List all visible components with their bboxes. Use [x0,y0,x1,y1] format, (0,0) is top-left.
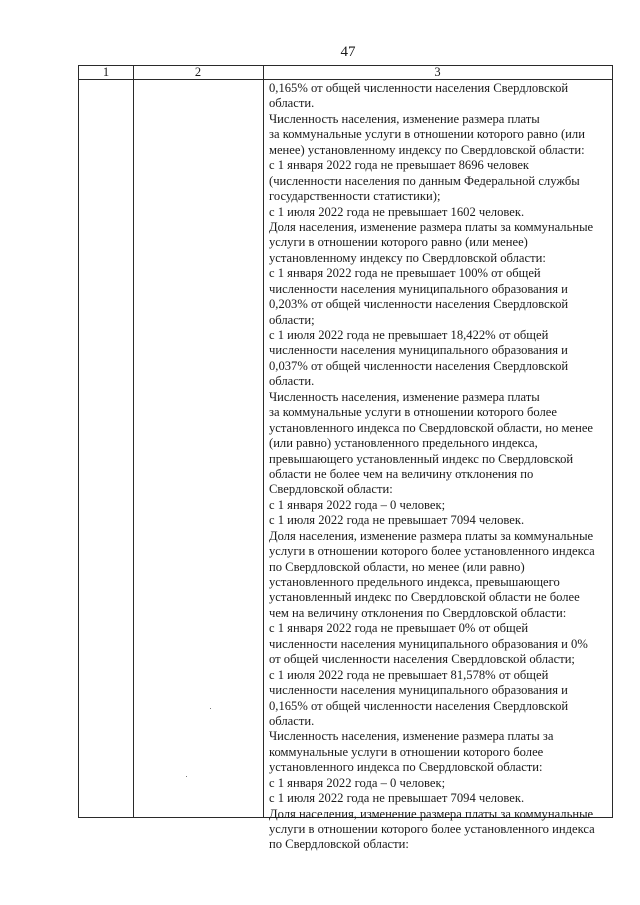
text-line: области. [269,713,315,728]
text-line: (численности населения по данным Федеральной службы [269,173,580,188]
text-line: с 1 января 2022 года не превышает 0% от общей [269,621,529,636]
column-divider [263,66,264,817]
text-line: с 1 июля 2022 года не превышает 18,422% от общей [269,328,549,342]
text-line: 0,165% от общей численности населения Свердловской [269,698,569,713]
text-line: Доля населения, изменение размера платы за коммунальные [269,806,594,821]
column-divider [133,66,134,817]
column-header-3: 3 [434,65,441,79]
text-line: с 1 июля 2022 года не превышает 1602 человек. [269,204,525,219]
text-line: чем на величину отклонения по Свердловской области: [269,605,567,620]
text-line: от общей численности населения Свердловской области; [269,652,575,667]
text-line: численности населения муниципального образования и 0% [269,636,588,651]
text-line: численности населения муниципального образования и [269,281,568,296]
text-line: (или равно) установленного предельного индекса, [269,436,538,451]
text-line: установленного индекса по Свердловской области, но менее [269,420,594,435]
text-line: области. [269,96,315,111]
text-line: установленному индексу по Свердловской области: [269,250,546,265]
text-line: с 1 января 2022 года – 0 человек; [269,775,446,790]
text-line: Численность населения, изменение размера платы [269,389,540,404]
column-header-1: 1 [102,65,110,79]
text-line: 0,203% от общей численности населения Свердловской [269,297,569,312]
text-line: установленного индекса по Свердловской области: [269,760,543,775]
text-line: коммунальные услуги в отношении которого более [269,744,544,759]
text-line: с 1 января 2022 года не превышает 8696 человек [269,158,530,173]
text-line: по Свердловской области: [269,837,409,852]
text-line: с 1 июля 2022 года не превышает 7094 человек. [269,513,525,528]
text-line: Доля населения, изменение размера платы за коммунальные [269,528,594,543]
scan-speck [186,776,187,777]
text-line: услуги в отношении которого равно (или менее) [269,235,528,250]
table-header-row [79,66,612,80]
text-line: с 1 января 2022 года не превышает 100% от общей [269,266,541,281]
text-line: услуги в отношении которого более установленного индекса [269,822,595,836]
column-3-text [269,81,609,853]
text-line: с 1 января 2022 года – 0 человек; [269,497,446,512]
text-line: установленного предельного индекса, превышающего [269,575,560,589]
text-line: области не более чем на величину отклонения по [269,466,534,481]
text-line: численности населения муниципального образования и [269,343,568,358]
text-line: менее) установленному индексу по Свердловской области: [269,142,585,157]
text-line: услуги в отношении которого более установленного индекса [269,544,595,559]
text-line: 0,037% от общей численности населения Свердловской [269,358,569,373]
document-table [78,65,613,852]
page-number: 47 [340,44,356,60]
text-line: Численность населения, изменение размера платы за [269,729,554,744]
text-line: 0,165% от общей численности населения Свердловской [269,81,569,95]
text-line: превышающего установленный индекс по Свердловской [269,451,574,466]
text-line: с 1 июля 2022 года не превышает 7094 человек. [269,791,525,806]
text-line: Доля населения, изменение размера платы за коммунальные [269,219,594,234]
text-line: Численность населения, изменение размера платы [269,111,540,126]
text-line: государственности статистики); [269,189,441,204]
text-line: по Свердловской области, но менее (или равно) [269,559,525,574]
text-line: области; [269,312,315,327]
scan-speck [210,708,211,709]
text-line: установленный индекс по Свердловской области не более [269,590,580,605]
text-line: за коммунальные услуги в отношении которого равно (или [269,127,585,142]
text-line: Свердловской области: [269,482,393,497]
column-header-2: 2 [194,65,202,79]
text-line: с 1 июля 2022 года не превышает 81,578% от общей [269,667,549,682]
text-line: за коммунальные услуги в отношении которого более [269,405,557,420]
text-line: численности населения муниципального образования и [269,683,568,698]
text-line: области. [269,374,315,389]
